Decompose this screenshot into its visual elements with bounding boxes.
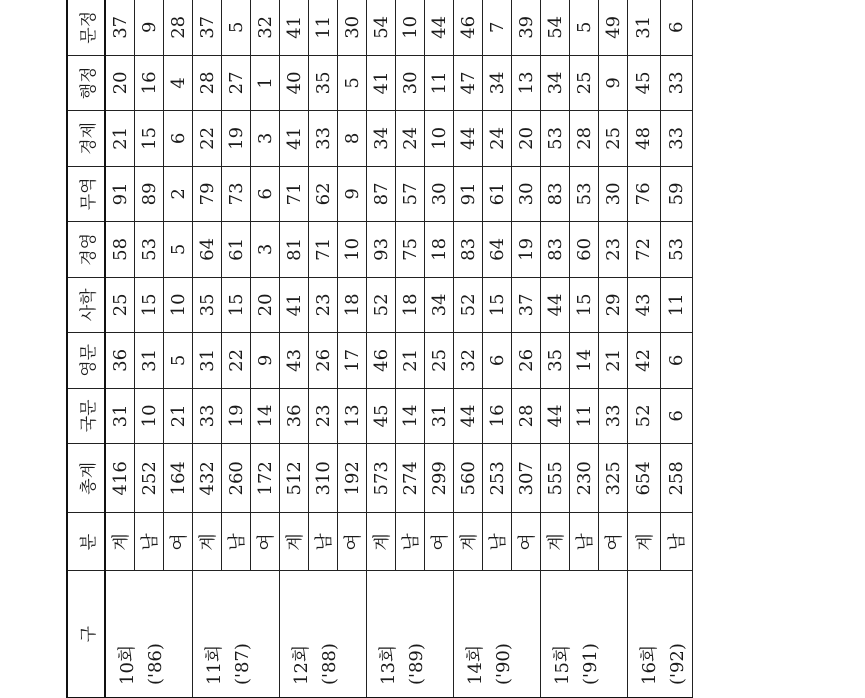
header-subject: 경영 [67, 222, 105, 278]
sex-cell: 여 [599, 513, 628, 571]
total-cell: 253 [483, 444, 512, 513]
table-row [367, 0, 396, 698]
score-cell: 5 [570, 0, 599, 55]
score-cell: 32 [454, 333, 483, 389]
score-cell: 52 [454, 277, 483, 333]
score-cell: 53 [570, 166, 599, 222]
table-row [280, 0, 309, 698]
score-cell: 9 [338, 166, 367, 222]
score-cell: 23 [309, 277, 338, 333]
score-cell: 75 [396, 222, 425, 278]
score-cell: 57 [396, 166, 425, 222]
group-year: ('89) [406, 643, 427, 685]
sex-cell: 계 [541, 513, 570, 571]
score-cell: 54 [367, 0, 396, 55]
score-cell: 11 [309, 0, 338, 55]
score-cell: 64 [483, 222, 512, 278]
score-cell: 44 [541, 277, 570, 333]
group-cell [628, 571, 693, 698]
score-cell: 37 [193, 0, 222, 55]
score-cell: 10 [396, 0, 425, 55]
score-cell: 58 [105, 222, 135, 278]
score-cell: 41 [280, 111, 309, 167]
sex-cell: 계 [628, 513, 661, 571]
score-cell: 9 [135, 0, 164, 55]
score-cell: 7 [483, 0, 512, 55]
header-subject: 사학 [67, 277, 105, 333]
score-cell: 52 [367, 277, 396, 333]
sex-cell: 남 [396, 513, 425, 571]
total-cell: 654 [628, 444, 661, 513]
score-cell: 6 [251, 166, 280, 222]
score-cell: 9 [599, 55, 628, 111]
score-cell: 20 [105, 55, 135, 111]
score-cell: 11 [425, 55, 454, 111]
group-label: 14회 [465, 644, 486, 685]
header-subject: 경제 [67, 111, 105, 167]
score-cell: 35 [541, 333, 570, 389]
score-cell: 23 [599, 222, 628, 278]
score-cell: 91 [105, 166, 135, 222]
score-cell: 54 [541, 0, 570, 55]
sex-cell: 여 [512, 513, 541, 571]
header-subject: 영문 [67, 333, 105, 389]
score-cell: 15 [570, 277, 599, 333]
total-cell: 555 [541, 444, 570, 513]
score-cell: 31 [193, 333, 222, 389]
score-cell: 5 [222, 0, 251, 55]
score-cell: 40 [280, 55, 309, 111]
score-cell: 81 [280, 222, 309, 278]
table-body [105, 0, 693, 698]
score-cell: 49 [599, 0, 628, 55]
score-cell: 44 [541, 388, 570, 444]
table-row [454, 0, 483, 698]
score-cell: 87 [367, 166, 396, 222]
score-cell: 28 [193, 55, 222, 111]
sex-cell: 계 [193, 513, 222, 571]
score-cell: 45 [367, 388, 396, 444]
group-cell [193, 571, 280, 698]
score-cell: 53 [660, 222, 693, 278]
score-cell: 33 [599, 388, 628, 444]
score-cell: 23 [309, 388, 338, 444]
total-cell: 512 [280, 444, 309, 513]
score-cell: 33 [660, 111, 693, 167]
sex-cell: 남 [309, 513, 338, 571]
group-cell [280, 571, 367, 698]
score-cell: 15 [135, 111, 164, 167]
score-cell: 46 [454, 0, 483, 55]
score-cell: 64 [193, 222, 222, 278]
group-cell [541, 571, 628, 698]
header-group: 구 [67, 571, 105, 698]
score-cell: 10 [338, 222, 367, 278]
score-cell: 45 [628, 55, 661, 111]
score-cell: 18 [396, 277, 425, 333]
score-cell: 24 [483, 111, 512, 167]
sex-cell: 여 [164, 513, 193, 571]
score-cell: 1 [251, 55, 280, 111]
score-cell: 44 [425, 0, 454, 55]
score-cell: 72 [628, 222, 661, 278]
score-cell: 32 [251, 0, 280, 55]
score-cell: 91 [454, 166, 483, 222]
sex-cell: 여 [251, 513, 280, 571]
score-cell: 26 [512, 333, 541, 389]
score-cell: 25 [105, 277, 135, 333]
score-cell: 13 [338, 388, 367, 444]
group-cell [454, 571, 541, 698]
score-cell: 16 [483, 388, 512, 444]
score-cell: 47 [454, 55, 483, 111]
score-cell: 33 [193, 388, 222, 444]
group-year: ('91) [580, 643, 601, 685]
group-label: 12회 [291, 644, 312, 685]
score-cell: 15 [135, 277, 164, 333]
score-cell: 39 [512, 0, 541, 55]
score-cell: 25 [425, 333, 454, 389]
score-cell: 44 [454, 111, 483, 167]
score-cell: 30 [396, 55, 425, 111]
total-cell: 560 [454, 444, 483, 513]
score-cell: 5 [164, 333, 193, 389]
score-cell: 6 [483, 333, 512, 389]
score-cell: 5 [338, 55, 367, 111]
sex-cell: 계 [454, 513, 483, 571]
total-cell: 274 [396, 444, 425, 513]
score-cell: 33 [660, 55, 693, 111]
total-cell: 258 [660, 444, 693, 513]
score-cell: 43 [628, 277, 661, 333]
score-cell: 25 [570, 55, 599, 111]
total-cell: 164 [164, 444, 193, 513]
score-cell: 30 [599, 166, 628, 222]
score-cell: 6 [164, 111, 193, 167]
score-cell: 93 [367, 222, 396, 278]
group-label: 13회 [378, 644, 399, 685]
score-cell: 14 [251, 388, 280, 444]
total-cell: 252 [135, 444, 164, 513]
score-cell: 89 [135, 166, 164, 222]
sex-cell: 여 [338, 513, 367, 571]
score-cell: 44 [454, 388, 483, 444]
score-cell: 28 [512, 388, 541, 444]
score-cell: 21 [599, 333, 628, 389]
score-cell: 37 [512, 277, 541, 333]
table-row [541, 0, 570, 698]
score-cell: 21 [164, 388, 193, 444]
score-cell: 18 [425, 222, 454, 278]
score-cell: 34 [541, 55, 570, 111]
score-cell: 53 [135, 222, 164, 278]
sex-cell: 남 [135, 513, 164, 571]
score-cell: 33 [309, 111, 338, 167]
score-cell: 31 [135, 333, 164, 389]
header-total: 총계 [67, 444, 105, 513]
score-cell: 15 [222, 277, 251, 333]
score-cell: 3 [251, 222, 280, 278]
sex-cell: 계 [280, 513, 309, 571]
score-cell: 46 [367, 333, 396, 389]
score-cell: 25 [599, 111, 628, 167]
score-cell: 14 [396, 388, 425, 444]
score-cell: 35 [309, 55, 338, 111]
score-cell: 61 [222, 222, 251, 278]
score-cell: 83 [541, 166, 570, 222]
score-cell: 62 [309, 166, 338, 222]
score-cell: 35 [193, 277, 222, 333]
total-cell: 172 [251, 444, 280, 513]
score-cell: 83 [541, 222, 570, 278]
sex-cell: 여 [425, 513, 454, 571]
group-year: ('92) [667, 643, 688, 685]
sex-cell: 남 [660, 513, 693, 571]
total-cell: 432 [193, 444, 222, 513]
header-subject: 무역 [67, 166, 105, 222]
score-cell: 19 [222, 111, 251, 167]
score-cell: 42 [628, 333, 661, 389]
score-cell: 11 [660, 277, 693, 333]
score-cell: 41 [280, 0, 309, 55]
score-cell: 29 [599, 277, 628, 333]
table-row [628, 0, 661, 698]
score-cell: 9 [251, 333, 280, 389]
group-label: 11회 [204, 644, 225, 685]
score-cell: 37 [105, 0, 135, 55]
score-cell: 4 [164, 55, 193, 111]
score-cell: 20 [251, 277, 280, 333]
score-cell: 52 [628, 388, 661, 444]
total-cell: 416 [105, 444, 135, 513]
sex-cell: 계 [105, 513, 135, 571]
score-cell: 41 [367, 55, 396, 111]
table-row [105, 0, 135, 698]
table-row [193, 0, 222, 698]
total-cell: 230 [570, 444, 599, 513]
score-cell: 8 [338, 111, 367, 167]
sex-cell: 계 [367, 513, 396, 571]
score-cell: 10 [135, 388, 164, 444]
score-cell: 3 [251, 111, 280, 167]
group-year: ('87) [232, 643, 253, 685]
score-cell: 31 [105, 388, 135, 444]
score-cell: 28 [570, 111, 599, 167]
score-cell: 53 [541, 111, 570, 167]
score-cell: 41 [280, 277, 309, 333]
graduates-table [66, 0, 693, 698]
total-cell: 192 [338, 444, 367, 513]
score-cell: 19 [512, 222, 541, 278]
score-cell: 22 [222, 333, 251, 389]
header-subject: 행정 [67, 55, 105, 111]
score-cell: 2 [164, 166, 193, 222]
header-sex: 분 [67, 513, 105, 571]
score-cell: 83 [454, 222, 483, 278]
score-cell: 17 [338, 333, 367, 389]
total-cell: 573 [367, 444, 396, 513]
score-cell: 5 [164, 222, 193, 278]
score-cell: 76 [628, 166, 661, 222]
score-cell: 30 [425, 166, 454, 222]
score-cell: 48 [628, 111, 661, 167]
total-cell: 325 [599, 444, 628, 513]
score-cell: 30 [338, 0, 367, 55]
score-cell: 59 [660, 166, 693, 222]
score-cell: 31 [628, 0, 661, 55]
score-cell: 34 [367, 111, 396, 167]
score-cell: 36 [280, 388, 309, 444]
score-cell: 6 [660, 388, 693, 444]
header-row [67, 0, 105, 698]
score-cell: 36 [105, 333, 135, 389]
score-cell: 30 [512, 166, 541, 222]
score-cell: 6 [660, 333, 693, 389]
group-label: 15회 [552, 644, 573, 685]
total-cell: 307 [512, 444, 541, 513]
score-cell: 61 [483, 166, 512, 222]
score-cell: 11 [570, 388, 599, 444]
score-cell: 10 [164, 277, 193, 333]
header-subject: 국문 [67, 388, 105, 444]
score-cell: 27 [222, 55, 251, 111]
sex-cell: 남 [483, 513, 512, 571]
group-label: 16회 [639, 644, 660, 685]
score-cell: 20 [512, 111, 541, 167]
score-cell: 14 [570, 333, 599, 389]
header-subject: 문정 [67, 0, 105, 55]
total-cell: 260 [222, 444, 251, 513]
score-cell: 22 [193, 111, 222, 167]
score-cell: 34 [425, 277, 454, 333]
score-cell: 10 [425, 111, 454, 167]
total-cell: 299 [425, 444, 454, 513]
score-cell: 60 [570, 222, 599, 278]
score-cell: 73 [222, 166, 251, 222]
group-label: 10회 [117, 644, 138, 685]
score-cell: 24 [396, 111, 425, 167]
score-cell: 19 [222, 388, 251, 444]
score-cell: 26 [309, 333, 338, 389]
sex-cell: 남 [222, 513, 251, 571]
score-cell: 28 [164, 0, 193, 55]
group-cell [105, 571, 193, 698]
score-cell: 21 [105, 111, 135, 167]
sex-cell: 남 [570, 513, 599, 571]
score-cell: 6 [660, 0, 693, 55]
group-year: ('90) [493, 643, 514, 685]
score-cell: 43 [280, 333, 309, 389]
rotated-table-wrapper [66, 0, 865, 698]
score-cell: 16 [135, 55, 164, 111]
score-cell: 21 [396, 333, 425, 389]
score-cell: 13 [512, 55, 541, 111]
group-year: ('88) [319, 643, 340, 685]
score-cell: 71 [280, 166, 309, 222]
score-cell: 31 [425, 388, 454, 444]
group-cell [367, 571, 454, 698]
score-cell: 34 [483, 55, 512, 111]
total-cell: 310 [309, 444, 338, 513]
score-cell: 15 [483, 277, 512, 333]
score-cell: 18 [338, 277, 367, 333]
score-cell: 71 [309, 222, 338, 278]
group-year: ('86) [145, 643, 166, 685]
score-cell: 79 [193, 166, 222, 222]
